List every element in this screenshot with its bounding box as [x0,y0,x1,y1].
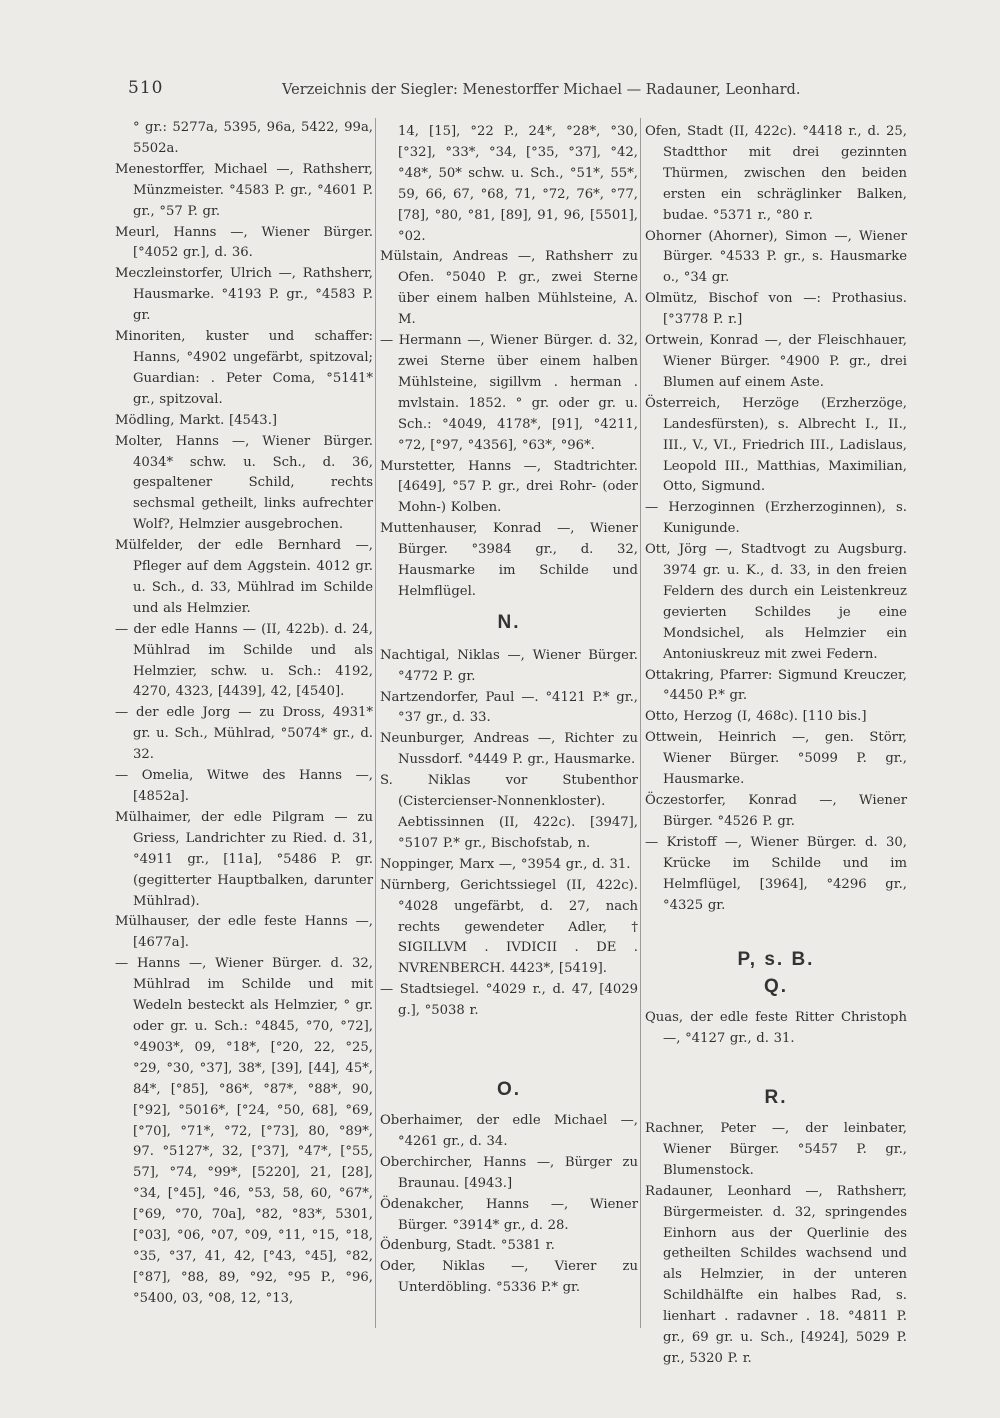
index-entry: — Hermann —, Wiener Bürger. d. 32, zwei Sterne über einem halben Mühlsteine, sigillvm . herman . mvlstain. 1852. ° gr. oder gr. u. Sch.: °4049, 4178*, [91], °4211, °72, [°97, °4356], °63*, °96*. [380,333,638,453]
index-entry: Murstetter, Hanns —, Stadtrichter. [4649], °57 P. gr., drei Rohr- (oder Mohn-) Kolben. [380,458,638,516]
index-entry: Ofen, Stadt (II, 422c). °4418 r., d. 25, Stadtthor mit drei gezinnten Thürmen, zwischen den beiden ersten ein schräglinker Balken, budae. °5371 r., °80 r. [645,124,907,223]
index-entry: Oberchircher, Hanns —, Bürger zu Braunau. [4943.] [380,1154,638,1191]
index-entry: Rachner, Peter —, der leinbater, Wiener Bürger. °5457 P. gr., Blumenstock. [645,1120,907,1178]
index-entry: Olmütz, Bischof von —: Prothasius. [°3778 P. r.] [645,291,907,328]
index-entry: Mülhaimer, der edle Pilgram — zu Griess, Landrichter zu Ried. d. 31, °4911 gr., [11a], °5486 P. gr. (gegitterter Hauptbalken, darunter Mühlrad). [115,809,373,909]
index-entry: Minoriten, kuster und schaffer: Hanns, °4902 ungefärbt, spitzoval; Guardian: . Peter Coma, °5141* gr., spitzoval. [115,329,373,407]
column-right [645,122,907,1370]
index-entry: Muttenhauser, Konrad —, Wiener Bürger. °3984 gr., d. 32, Hausmarke im Schilde und Helmflügel. [380,521,638,599]
index-entry: Otto, Herzog (I, 468c). [110 bis.] [645,709,867,725]
index-entry: Noppinger, Marx —, °3954 gr., d. 31. [380,856,631,872]
index-entry: Meurl, Hanns —, Wiener Bürger. [°4052 gr.], d. 36. [115,224,373,261]
running-head: Verzeichnis der Siegler: Menestorffer Michael — Radauner, Leonhard. [282,82,801,98]
index-entry: Mülstain, Andreas —, Rathsherr zu Ofen. °5040 P. gr., zwei Sterne über einem halben Mühlsteine, A. M. [380,249,638,328]
index-entry: Ott, Jörg —, Stadtvogt zu Augsburg. 3974 gr. u. K., d. 33, in den freien Feldern des durch ein Leistenkreuz gevierten Schildes je eine Mondsichel, als Helmzier ein Antoniuskreuz mit zwei Federn. [645,542,907,662]
section-heading: R. [764,1087,788,1109]
index-entry: Meczleinstorfer, Ulrich —, Rathsherr, Hausmarke. °4193 P. gr., °4583 P. gr. [115,266,373,324]
column-divider [640,118,641,1328]
index-entry: Ödenakcher, Hanns —, Wiener Bürger. °3914* gr., d. 28. [380,1196,638,1233]
page-number: 510 [128,78,164,98]
index-entry: — der edle Hanns — (II, 422b). d. 24, Mühlrad im Schilde und als Helmzier, schw. u. Sch.: 4192, 4270, 4323, [4439], 42, [4540]. [115,621,373,700]
index-entry: — der edle Jorg — zu Dross, 4931* gr. u. Sch., Mühlrad, °5074* gr., d. 32. [115,705,373,763]
index-entry: Ottakring, Pfarrer: Sigmund Kreuczer, °4450 P.* gr. [645,667,907,704]
index-entry: Mülfelder, der edle Bernhard —, Pfleger auf dem Aggstein. 4012 gr. u. Sch., d. 33, Mühlrad im Schilde und als Helmzier. [115,538,373,616]
index-entry: — Hanns —, Wiener Bürger. d. 32, Mühlrad im Schilde und mit Wedeln besteckt als Helmzier, ° gr. oder gr. u. Sch.: °4845, °70, °72], °4903*, 09, °18*, [°20, 22, °25, °29, °30, °37], 38*, [39], [44], 45*, 84*, [°85], °86*, °87*, °88*, 90, [°92], °5016*, [°24, °50, 68], °69, [°70], °71*, °72, [°73], 80, °89*, 97. °5127*, 32, [°37], °47*, [°55, 57], °74, °99*, [5220], 21, [28], °34, [°45], °46, °53, 58, 60, °67*, [°69, °70, 70a], °82, °83*, 5301, [°03], °06, °07, °09, °11, °15, °18, °35, °37, 41, 42, [°43, °45], °82, [°87], °88, 89, °92, °95 P., °96, °5400, 03, °08, 12, °13, [115,956,373,1306]
column-middle [380,122,638,1299]
index-entry: Oberhaimer, der edle Michael —, °4261 gr., d. 34. [380,1112,638,1149]
section-heading: P, s. B. [737,949,815,971]
index-entry: Österreich, Herzöge (Erzherzöge, Landesfürsten), s. Albrecht I., II., III., V., VI., Friedrich III., Ladislaus, Leopold III., Matthias, Maximilian, Otto, Sigmund. [645,395,907,495]
index-entry: Oder, Niklas —, Vierer zu Unterdöbling. °5336 P.* gr. [380,1259,638,1296]
index-entry: Molter, Hanns —, Wiener Bürger. 4034* schw. u. Sch., d. 36, gespaltener Schild, rechts sechsmal getheilt, links aufrechter Wolf?, Helmzier ausgebrochen. [115,433,373,533]
index-entry: Radauner, Leonhard —, Rathsherr, Bürgermeister. d. 32, springendes Einhorn aus der Querlinie des getheilten Schildes wachsend und als Helmzier, in der unteren Schildhälfte ein halbes Rad, s. lienhart . radavner . 18. °4811 P. gr., 69 gr. u. Sch., [4924], 5029 P. gr., 5320 P. r. [645,1183,907,1366]
column-divider [375,118,376,1328]
index-entry: Menestorffer, Michael —, Rathsherr, Münzmeister. °4583 P. gr., °4601 P. gr., °57 P. gr. [115,161,373,219]
index-entry: Öczestorfer, Konrad —, Wiener Bürger. °4526 P. gr. [645,793,907,829]
section-heading: N. [497,611,521,633]
index-entry: S. Niklas vor Stubenthor (Cistercienser-Nonnenkloster). Aebtissinnen (II, 422c). [3947], °5107 P.* gr., Bischofstab, n. [380,773,638,851]
section-heading: O. [496,1079,522,1101]
index-entry: Nürnberg, Gerichtssiegel (II, 422c). °4028 ungefärbt, d. 27, nach rechts gewendeter Adler, † SIGILLVM . IVDICII . DE . NVRENBERCH. 4423*, [5419]. [380,877,638,977]
index-entry-continuation: 14, [15], °22 P., 24*, °28*, °30, [°32], °33*, °34, [°35, °37], °42, °48*, 50* schw. u. Sch., °51*, 55*, 59, 66, 67, °68, 71, °72, 76*, °77, [78], °80, °81, [89], 91, 96, [5501], °02. [398,124,638,244]
section-heading: Q. [763,976,789,998]
index-entry: Neunburger, Andreas —, Richter zu Nussdorf. °4449 P. gr., Hausmarke. [380,731,638,768]
index-entry: Nachtigal, Niklas —, Wiener Bürger. °4772 P. gr. [380,647,638,684]
index-entry-continuation: ° gr.: 5277a, 5395, 96a, 5422, 99a, 5502a. [133,120,373,156]
index-entry: — Stadtsiegel. °4029 r., d. 47, [4029 g.], °5038 r. [380,982,638,1019]
index-entry: — Herzoginnen (Erzherzoginnen), s. Kunigunde. [645,500,907,537]
index-entry: — Omelia, Witwe des Hanns —, [4852a]. [115,768,373,804]
index-entry: Ohorner (Ahorner), Simon —, Wiener Bürger. °4533 P. gr., s. Hausmarke o., °34 gr. [645,228,907,286]
index-entry: Nartzendorfer, Paul —. °4121 P.* gr., °37 gr., d. 33. [380,689,638,726]
column-left [115,118,373,1310]
index-entry: Ottwein, Heinrich —, gen. Störr, Wiener Bürger. °5099 P. gr., Hausmarke. [645,730,907,788]
index-entry: Ortwein, Konrad —, der Fleischhauer, Wiener Bürger. °4900 P. gr., drei Blumen auf einem Aste. [645,333,907,390]
index-entry: Ödenburg, Stadt. °5381 r. [380,1238,555,1254]
index-entry: Mülhauser, der edle feste Hanns —, [4677a]. [115,914,373,951]
index-entry: Mödling, Markt. [4543.] [115,412,278,428]
index-entry: Quas, der edle feste Ritter Christoph —, °4127 gr., d. 31. [645,1010,907,1047]
index-entry: — Kristoff —, Wiener Bürger. d. 30, Krücke im Schilde und im Helmflügel, [3964], °4296 gr., °4325 gr. [645,834,907,913]
